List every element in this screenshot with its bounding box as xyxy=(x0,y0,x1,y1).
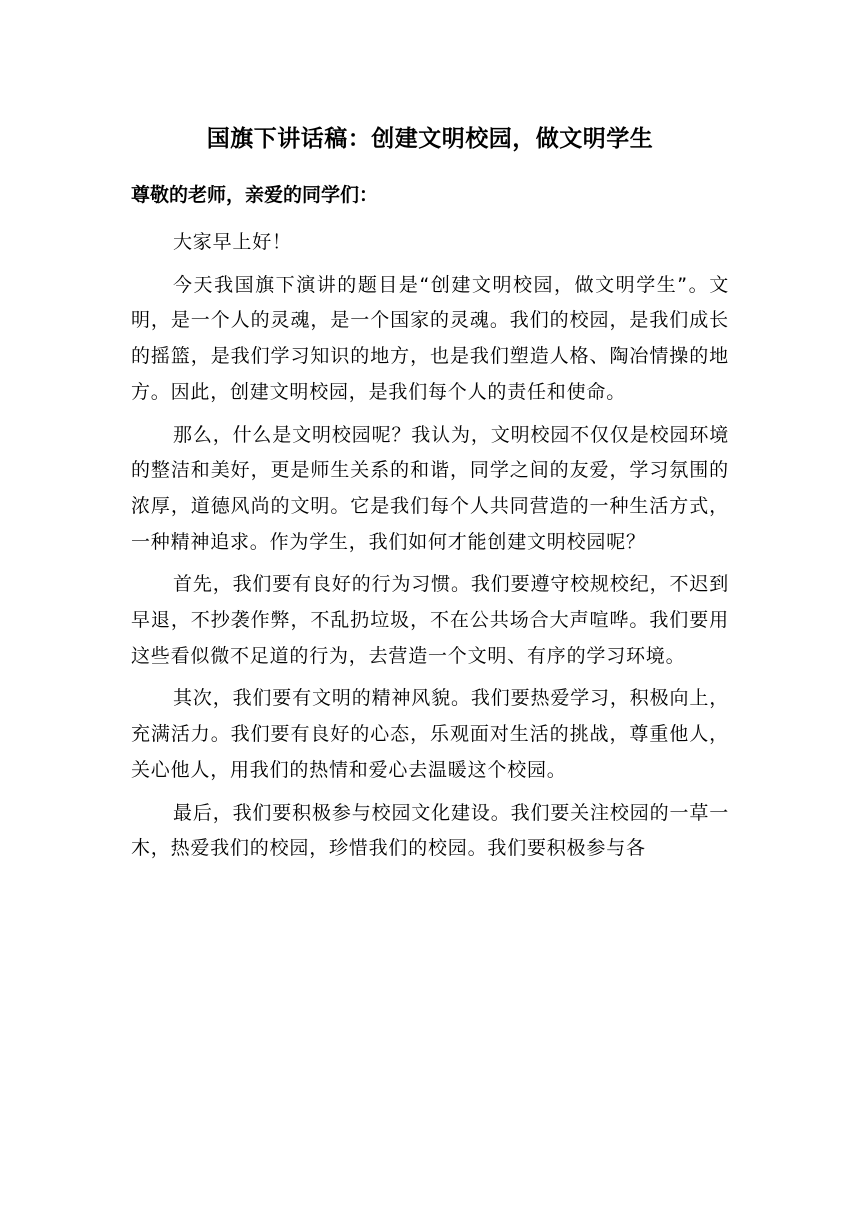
salutation: 尊敬的老师，亲爱的同学们： xyxy=(131,184,379,206)
paragraph-what-is-civilized-campus: 那么，什么是文明校园呢？我认为，文明校园不仅仅是校园环境的整洁和美好，更是师生关系的和谐，同学之间的友爱，学习氛围的浓厚，道德风尚的文明。它是我们每个人共同营造的一种生活方式，一种精神追求。作为学生，我们如何才能创建文明校园呢？ xyxy=(131,423,729,553)
document-title: 国旗下讲话稿：创建文明校园，做文明学生 xyxy=(206,126,654,152)
paragraph-second-point: 其次，我们要有文明的精神风貌。我们要热爱学习，积极向上，充满活力。我们要有良好的心态，乐观面对生活的挑战，尊重他人，关心他人，用我们的热情和爱心去温暖这个校园。 xyxy=(131,687,729,781)
paragraph-greeting: 大家早上好！ xyxy=(173,231,292,253)
paragraph-first-point: 首先，我们要有良好的行为习惯。我们要遵守校规校纪，不迟到早退，不抄袭作弊，不乱扔垃圾，不在公共场合大声喧哗。我们要用这些看似微不足道的行为，去营造一个文明、有序的学习环境。 xyxy=(131,573,729,667)
document-body xyxy=(131,225,729,874)
paragraph-topic-intro: 今天我国旗下演讲的题目是“创建文明校园，做文明学生”。文明，是一个人的灵魂，是一个国家的灵魂。我们的校园，是我们成长的摇篮，是我们学习知识的地方，也是我们塑造人格、陶冶情操的地方。因此，创建文明校园，是我们每个人的责任和使命。 xyxy=(131,273,729,403)
paragraph-last-point: 最后，我们要积极参与校园文化建设。我们要关注校园的一草一木，热爱我们的校园，珍惜我们的校园。我们要积极参与各 xyxy=(131,801,729,860)
